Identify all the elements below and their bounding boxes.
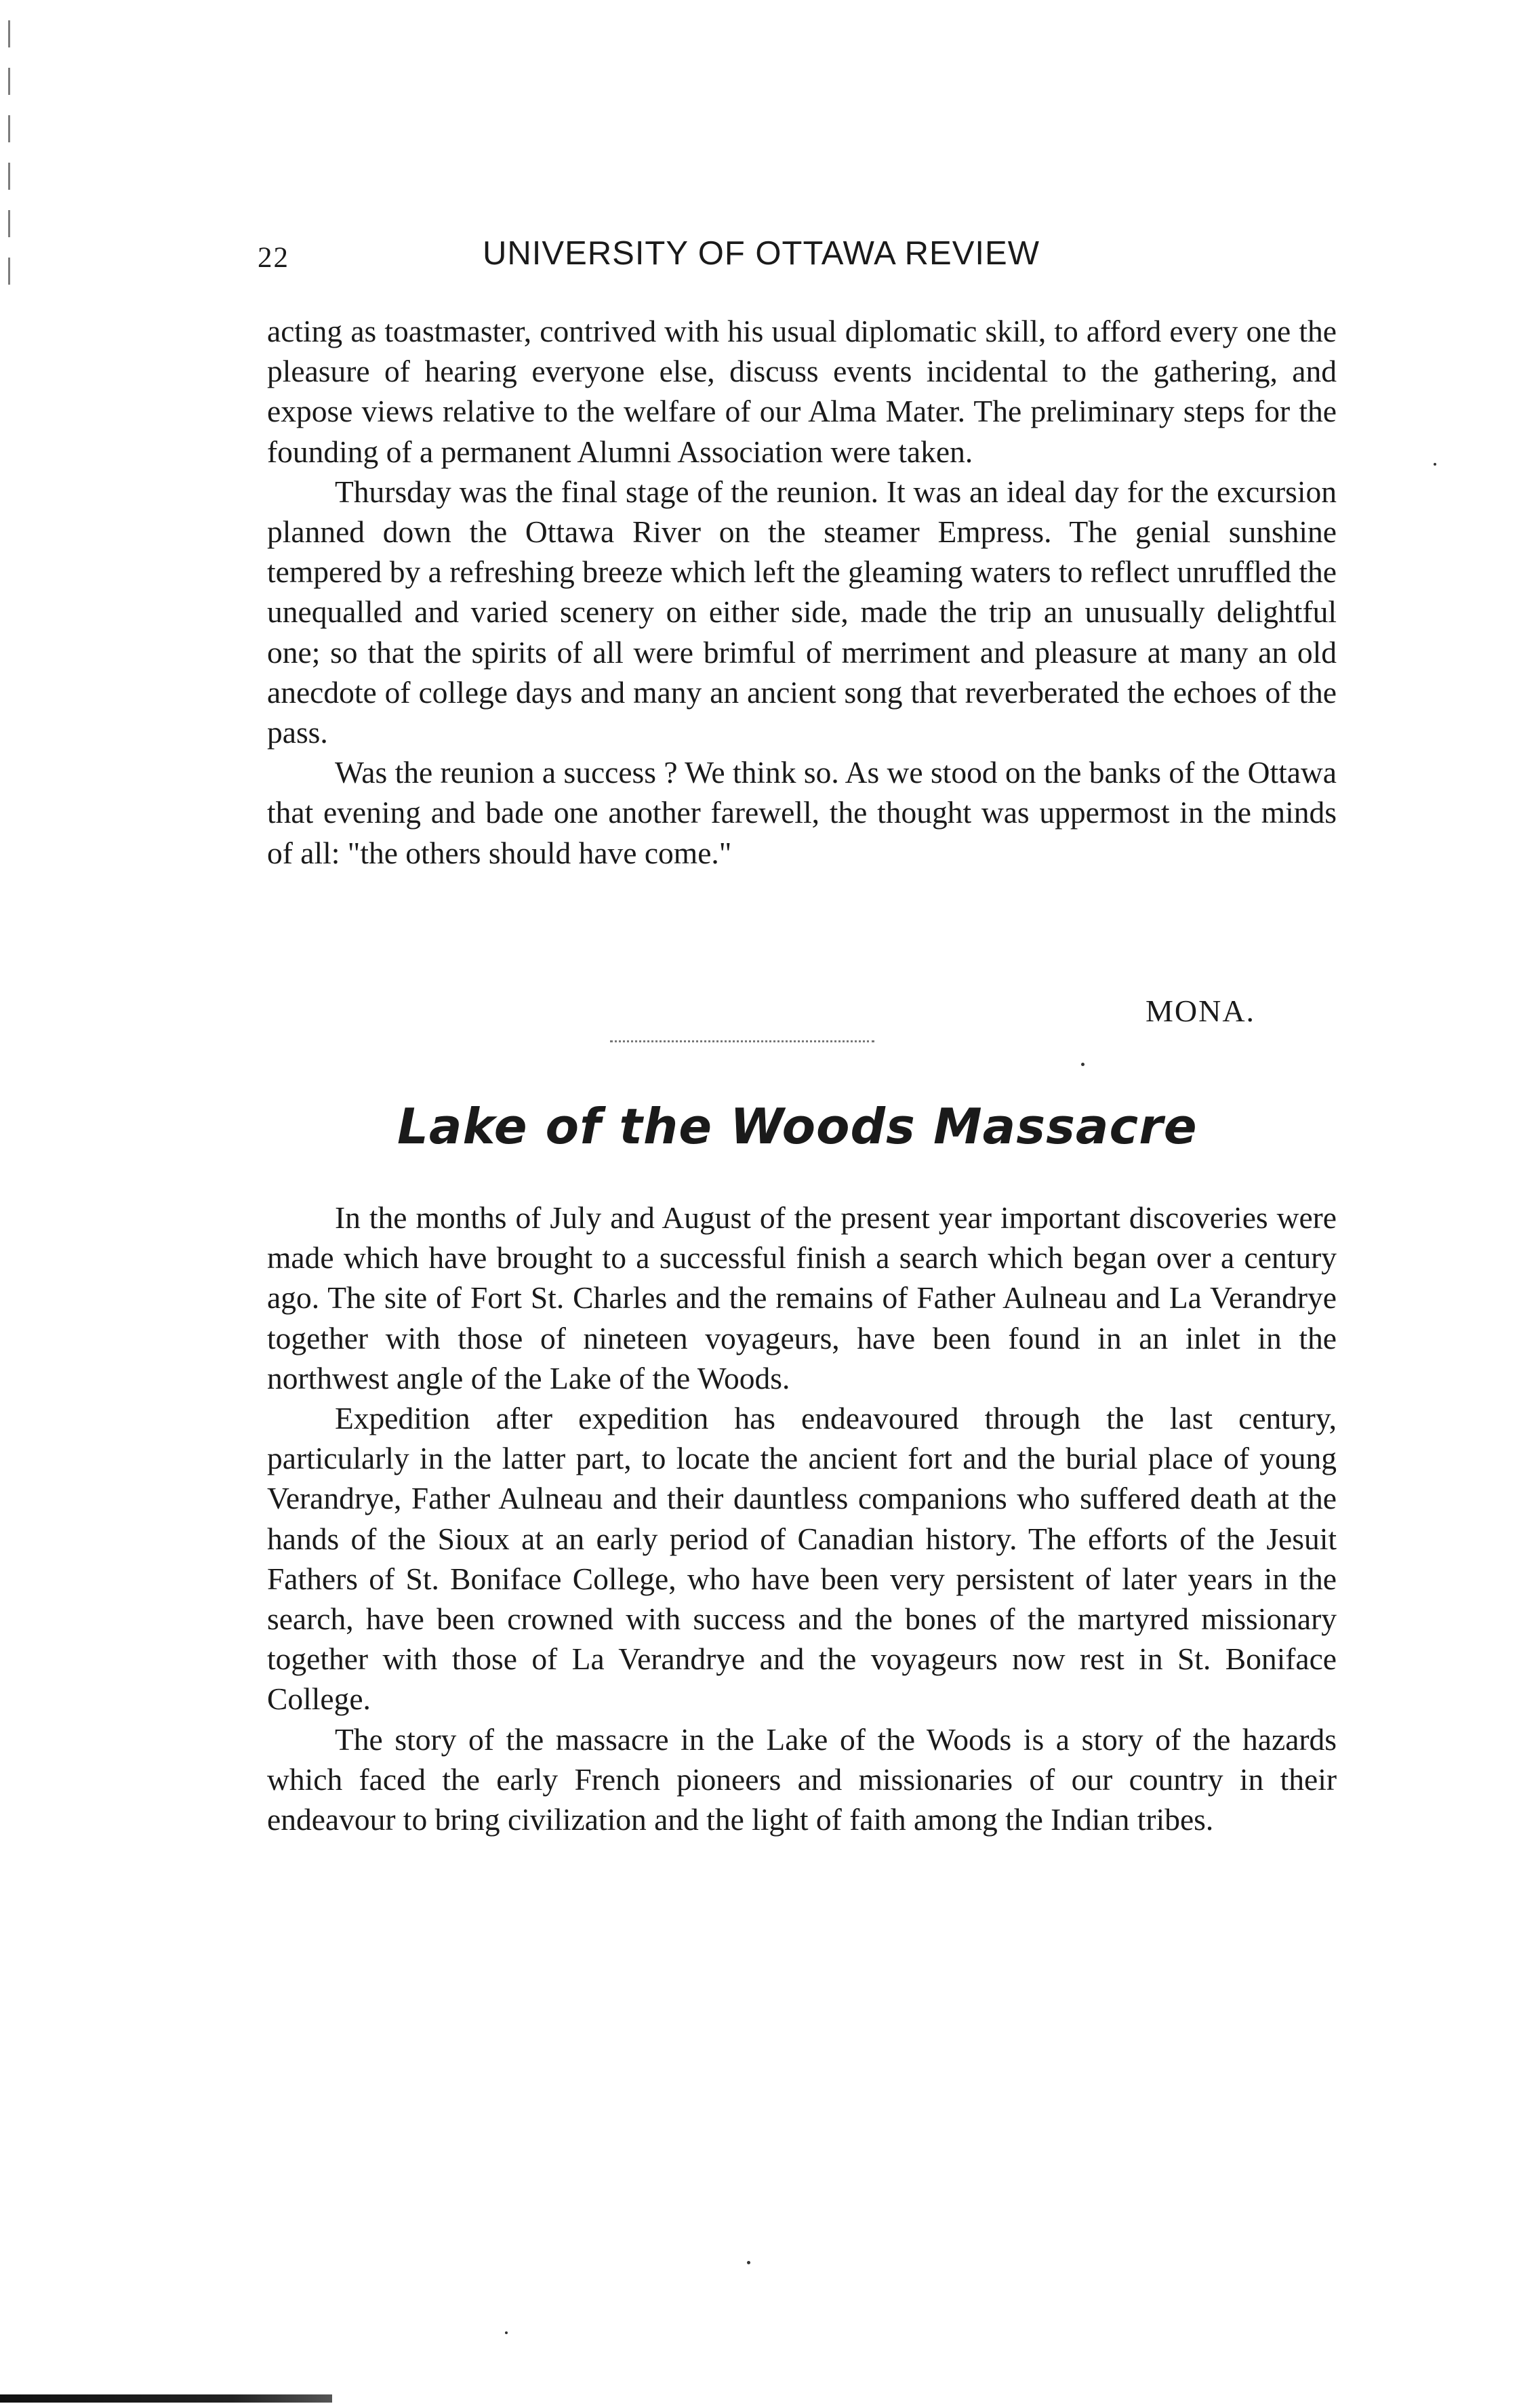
paragraph: Thursday was the final stage of the reunion. It was an ideal day for the excursion planned down the Ottawa River on the steamer Empress. The genial sunshine tempered by a refreshing breeze which left the gleaming waters to reflect unruffled the unequalled and varied scenery on either side, made the trip an unusually delightful one; so that the spirits of all were brimful of merriment and pleasure at many an old anecdote of college days and many an ancient song that reverberated the echoes of the pass. (267, 474, 1337, 750)
paragraph: Expedition after expedition has endeavoured through the last century, particularly in the latter part, to locate the ancient fort and the burial place of young Verandrye, Father Aulneau and their dauntless companions who suffered death at the hands of the Sioux at an early period of Canadian history. The efforts of the Jesuit Fathers of St. Boniface College, who have been very persistent of later years in the search, have been crowned with success and the bones of the martyred missionary together with those of La Verandrye and the voyageurs now rest in St. Boniface College. (267, 1401, 1337, 1717)
section-divider (610, 1040, 874, 1042)
scan-edge-mark (8, 20, 10, 305)
paragraph: In the months of July and August of the present year important discoveries were made which have brought to a successful finish a search which began over a century ago. The site of Fort St. Charles and the remains of Father Aulneau and La Verandrye together with those of nineteen voyageurs, have been found in an inlet in the northwest angle of the Lake of the Woods. (267, 1200, 1337, 1395)
article-title: Lake of the Woods Massacre (397, 1098, 1198, 1155)
author-signature: MONA. (1146, 994, 1256, 1028)
scan-bottom-bar (0, 2394, 332, 2403)
scan-speck (1434, 463, 1436, 466)
previous-article-text (267, 311, 1337, 873)
paragraph: The story of the massacre in the Lake of the Woods is a story of the hazards which faced the early French pioneers and missionaries of our country in their endeavour to bring civilization and the light of faith among the Indian tribes. (267, 1721, 1337, 1837)
page-number: 22 (258, 242, 289, 274)
running-head: UNIVERSITY OF OTTAWA REVIEW (483, 235, 1040, 272)
scan-speck (1081, 1063, 1085, 1066)
paragraph: acting as toastmaster, contrived with his usual diplomatic skill, to afford every one the pleasure of hearing everyone else, discuss events incidental to the gathering, and expose views relative to the welfare of our Alma Mater. The preliminary steps for the founding of a permanent Alumni Association were taken. (267, 314, 1337, 469)
scan-speck (505, 2331, 508, 2334)
paragraph: Was the reunion a success ? We think so. As we stood on the banks of the Ottawa that evening and bade one another farewell, the thought was uppermost in the minds of all: "the others should have come." (267, 755, 1337, 870)
scan-speck (747, 2261, 750, 2264)
article-body (267, 1198, 1337, 1839)
